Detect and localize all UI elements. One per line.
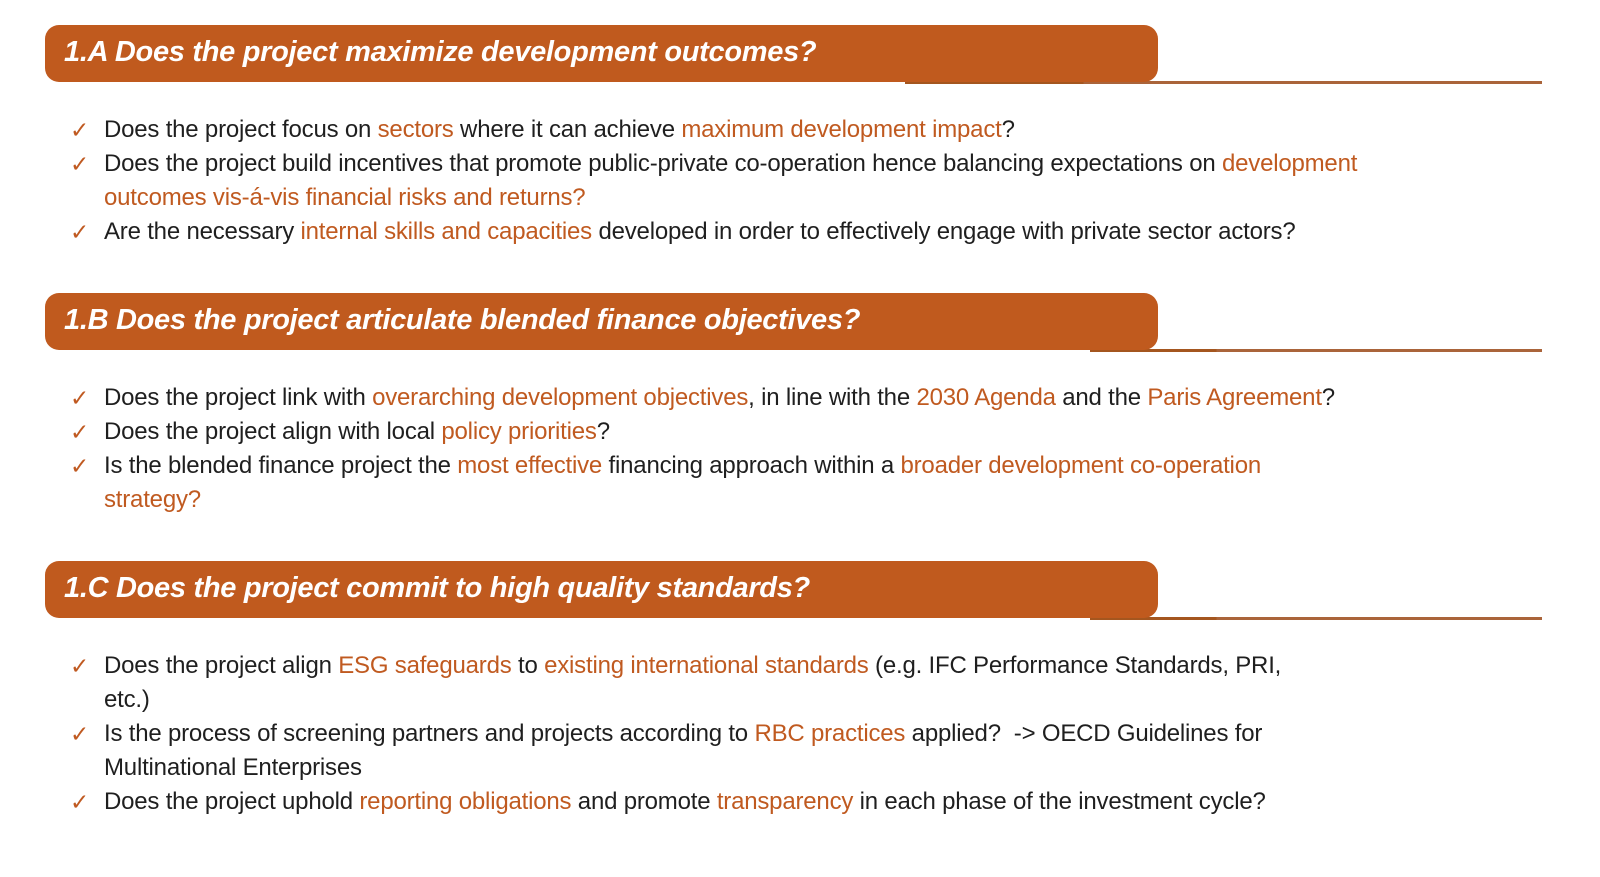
body-text: where it can achieve <box>453 116 682 143</box>
body-text: ? <box>1321 384 1335 411</box>
check-icon: ✓ <box>70 219 90 245</box>
highlighted-text: strategy? <box>104 486 201 513</box>
check-icon: ✓ <box>70 151 90 177</box>
highlighted-text: 2030 Agenda <box>916 384 1056 411</box>
check-icon: ✓ <box>70 721 90 747</box>
body-text: financing approach within a <box>602 452 901 479</box>
body-text: Does the project align <box>104 652 339 679</box>
body-text: ? <box>596 418 610 445</box>
highlighted-text: transparency <box>716 788 854 815</box>
bullet-item <box>70 717 1542 785</box>
section-banner <box>45 293 1158 350</box>
bullet-text <box>104 649 1542 717</box>
bullet-item <box>70 785 1542 819</box>
highlighted-text: existing international standards <box>544 652 876 679</box>
body-text: applied? -> OECD Guidelines for <box>905 720 1263 747</box>
body-text: ? <box>1001 116 1015 143</box>
bullet-line <box>104 215 1542 249</box>
body-text: (e.g. IFC Performance Standards, PRI, <box>875 652 1282 679</box>
body-text: in each phase of the investment cycle? <box>853 788 1266 815</box>
highlighted-text: sectors <box>377 116 454 143</box>
bullet-item <box>70 215 1542 249</box>
bullet-text <box>104 785 1542 819</box>
highlighted-text: reporting obligations <box>359 788 572 815</box>
section-title: 1.B Does the project articulate blended finance objectives? <box>64 304 861 336</box>
bullet-line <box>104 717 1542 751</box>
check-icon: ✓ <box>70 419 90 445</box>
highlighted-text: maximum development impact <box>681 116 1002 143</box>
bullet-list <box>70 113 1542 249</box>
body-text: Are the necessary <box>104 218 301 245</box>
section-header-row <box>45 25 1542 82</box>
body-text: Is the blended finance project the <box>104 452 458 479</box>
body-text: developed in order to effectively engage with private sector actors? <box>591 218 1296 245</box>
bullet-text <box>104 381 1542 415</box>
bullet-line <box>104 751 1542 785</box>
bullet-line <box>104 649 1542 683</box>
body-text: Does the project uphold <box>104 788 360 815</box>
bullet-text <box>104 449 1542 517</box>
bullet-item <box>70 415 1542 449</box>
check-icon: ✓ <box>70 453 90 479</box>
check-icon: ✓ <box>70 117 90 143</box>
bullet-text <box>104 717 1542 785</box>
body-text: and the <box>1055 384 1148 411</box>
section-title: 1.C Does the project commit to high quality standards? <box>64 572 810 604</box>
bullet-line <box>104 483 1542 517</box>
bullet-text <box>104 415 1542 449</box>
highlighted-text: broader development co-operation <box>900 452 1261 479</box>
bullet-text <box>104 215 1542 249</box>
highlighted-text: policy priorities <box>441 418 597 445</box>
sections-container <box>45 25 1542 819</box>
body-text: Does the project align with local <box>104 418 442 445</box>
bullet-line <box>104 785 1542 819</box>
bullet-line <box>104 113 1542 147</box>
section-header-row <box>45 293 1542 350</box>
body-text: Multinational Enterprises <box>104 754 362 781</box>
bullet-text <box>104 147 1542 215</box>
section-1C <box>45 561 1542 819</box>
section-underline <box>1090 617 1542 620</box>
highlighted-text: internal skills and capacities <box>300 218 592 245</box>
highlighted-text: outcomes vis-á-vis financial risks and returns? <box>104 184 586 211</box>
bullet-line <box>104 683 1542 717</box>
highlighted-text: Paris Agreement <box>1147 384 1322 411</box>
highlighted-text: overarching development objectives <box>372 384 749 411</box>
bullet-line <box>104 381 1542 415</box>
check-icon: ✓ <box>70 385 90 411</box>
section-banner <box>45 25 1158 82</box>
check-icon: ✓ <box>70 789 90 815</box>
bullet-item <box>70 449 1542 517</box>
body-text: to <box>511 652 545 679</box>
bullet-line <box>104 181 1542 215</box>
bullet-list <box>70 649 1542 819</box>
bullet-text <box>104 113 1542 147</box>
body-text: Does the project build incentives that promote public-private co-operation hence balancing expectations on <box>104 150 1222 177</box>
bullet-item <box>70 381 1542 415</box>
body-text: and promote <box>571 788 717 815</box>
body-text: Does the project link with <box>104 384 373 411</box>
body-text: Is the process of screening partners and projects according to <box>104 720 755 747</box>
body-text: , in line with the <box>748 384 917 411</box>
highlighted-text: most effective <box>457 452 603 479</box>
section-1B <box>45 293 1542 517</box>
highlighted-text: development <box>1221 150 1358 177</box>
check-icon: ✓ <box>70 653 90 679</box>
highlighted-text: RBC practices <box>754 720 906 747</box>
bullet-item <box>70 147 1542 215</box>
bullet-item <box>70 649 1542 717</box>
section-banner <box>45 561 1158 618</box>
section-title: 1.A Does the project maximize development outcomes? <box>64 36 817 68</box>
body-text: etc.) <box>104 686 150 713</box>
body-text: Does the project focus on <box>104 116 378 143</box>
bullet-line <box>104 449 1542 483</box>
bullet-line <box>104 415 1542 449</box>
bullet-item <box>70 113 1542 147</box>
section-header-row <box>45 561 1542 618</box>
bullet-line <box>104 147 1542 181</box>
section-1A <box>45 25 1542 249</box>
bullet-list <box>70 381 1542 517</box>
section-underline <box>1090 349 1542 352</box>
highlighted-text: ESG safeguards <box>338 652 512 679</box>
